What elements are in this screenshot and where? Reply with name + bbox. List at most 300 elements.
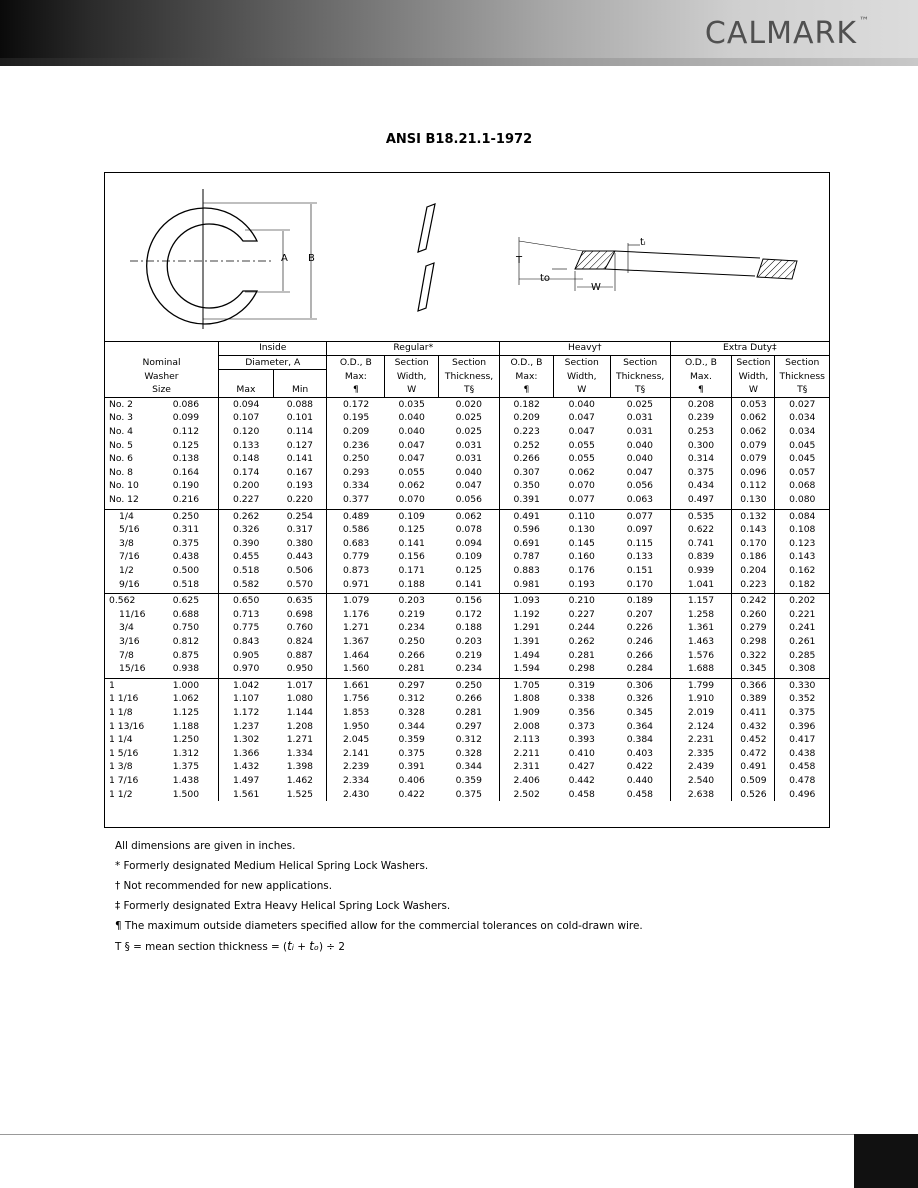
value-cell: 0.535 <box>670 509 732 523</box>
value-cell: 0.025 <box>439 425 500 439</box>
value-cell: 1.188 <box>169 720 219 734</box>
value-cell: 2.239 <box>342 761 370 773</box>
nominal-size-cell: 7/8 <box>119 649 134 661</box>
value-cell: 1.688 <box>670 662 732 678</box>
table-row <box>105 564 829 578</box>
value-cell: 0.156 <box>439 594 500 608</box>
value-cell: 0.254 <box>273 509 327 523</box>
value-cell: 0.411 <box>732 706 775 720</box>
value-cell: 0.326 <box>610 692 670 706</box>
value-cell: 0.227 <box>219 493 274 509</box>
value-cell: 0.035 <box>398 398 425 410</box>
value-cell: 0.971 <box>327 578 385 594</box>
note-units: All dimensions are given in inches. <box>115 840 296 852</box>
value-cell: 0.045 <box>789 439 816 451</box>
value-cell: 0.109 <box>398 510 425 522</box>
value-cell: 2.311 <box>513 761 540 773</box>
value-cell: 0.047 <box>568 412 595 424</box>
value-cell: 0.330 <box>789 679 816 691</box>
value-cell: 0.040 <box>568 398 595 410</box>
label-t: T <box>516 255 523 266</box>
value-cell: 0.189 <box>610 594 670 608</box>
table-row <box>105 452 829 466</box>
spec-table <box>105 341 829 801</box>
nominal-size-cell: 1 13/16 <box>109 720 145 732</box>
value-cell: 2.231 <box>670 733 732 747</box>
value-cell: 0.345 <box>732 662 775 678</box>
value-cell: 0.375 <box>670 466 732 480</box>
value-cell: 0.311 <box>169 523 219 537</box>
value-cell: 2.211 <box>513 747 540 759</box>
table-header <box>105 341 829 397</box>
value-cell: 0.250 <box>439 678 500 692</box>
value-cell: 0.650 <box>232 595 260 607</box>
label-ti: tᵢ <box>640 237 646 248</box>
value-cell: 0.491 <box>732 760 775 774</box>
table-row <box>105 635 829 649</box>
nominal-size-cell: 9/16 <box>105 578 169 594</box>
value-cell: 0.422 <box>398 788 425 800</box>
value-cell: 0.939 <box>670 564 732 578</box>
value-cell: 0.040 <box>610 439 670 453</box>
value-cell: 0.262 <box>232 510 260 522</box>
value-cell: 0.839 <box>670 550 732 564</box>
washer-front-view <box>130 189 317 329</box>
value-cell: 0.176 <box>568 565 595 576</box>
value-cell: 0.297 <box>398 679 425 691</box>
nominal-size-cell: 1 7/16 <box>109 774 139 786</box>
table-row <box>105 747 829 761</box>
value-cell: 1.464 <box>342 649 370 661</box>
nominal-size-cell: 1 1/16 <box>109 693 139 705</box>
value-cell: 0.242 <box>732 594 775 608</box>
value-cell: 0.031 <box>439 439 500 453</box>
value-cell: 1.497 <box>232 774 260 786</box>
value-cell: 0.787 <box>513 551 540 563</box>
hvy-st-3: T§ <box>610 383 670 397</box>
nominal-size-cell: 3/4 <box>119 622 134 634</box>
value-cell: 1.367 <box>342 635 370 647</box>
value-cell: 0.234 <box>439 662 500 678</box>
value-cell: 0.285 <box>789 649 816 661</box>
value-cell: 0.031 <box>610 411 670 425</box>
value-cell: 0.047 <box>398 439 425 451</box>
value-cell: 2.019 <box>670 706 732 720</box>
value-cell: 0.040 <box>439 466 500 480</box>
label-to: to <box>540 273 551 284</box>
table-row <box>105 760 829 774</box>
value-cell: 0.068 <box>789 480 816 492</box>
value-cell: 1.462 <box>273 774 327 788</box>
nominal-size-cell: 1/4 <box>119 510 134 522</box>
value-cell: 0.373 <box>568 720 595 732</box>
value-cell: 0.096 <box>732 466 775 480</box>
value-cell: 0.403 <box>610 747 670 761</box>
value-cell: 0.227 <box>568 608 595 620</box>
value-cell: 1.799 <box>670 678 732 692</box>
value-cell: 0.053 <box>732 397 775 411</box>
table-row <box>105 425 829 439</box>
value-cell: 0.518 <box>169 578 219 594</box>
label-w: W <box>591 282 601 293</box>
value-cell: 1.500 <box>169 788 219 802</box>
value-cell: 0.160 <box>568 551 595 563</box>
table-row <box>105 550 829 564</box>
value-cell: 0.434 <box>670 479 732 493</box>
value-cell: 0.151 <box>610 564 670 578</box>
value-cell: 0.055 <box>568 439 595 451</box>
value-cell: 0.377 <box>327 493 385 509</box>
value-cell: 0.262 <box>568 635 595 647</box>
washer-side-view <box>418 204 435 311</box>
value-cell: 0.384 <box>610 733 670 747</box>
table-row <box>105 608 829 622</box>
label-b: B <box>308 253 315 264</box>
value-cell: 0.040 <box>610 452 670 466</box>
value-cell: 0.497 <box>670 493 732 509</box>
value-cell: 0.171 <box>398 565 425 576</box>
value-cell: 0.143 <box>732 523 775 537</box>
value-cell: 0.182 <box>513 398 540 410</box>
value-cell: 1.494 <box>513 649 540 661</box>
table-row <box>105 594 829 608</box>
xd-sw-1: Section <box>732 355 775 370</box>
table-row <box>105 493 829 509</box>
value-cell: 0.204 <box>732 564 775 578</box>
value-cell: 0.950 <box>273 662 327 678</box>
value-cell: 0.045 <box>789 453 816 465</box>
hvy-sw-1: Section <box>553 355 610 370</box>
value-cell: 0.350 <box>513 480 540 492</box>
note-heavy: † Not recommended for new applications. <box>115 880 333 892</box>
value-cell: 0.063 <box>610 493 670 509</box>
value-cell: 1.561 <box>232 788 260 800</box>
value-cell: 1.041 <box>670 578 732 594</box>
hvy-od-2: Max: <box>500 370 554 384</box>
value-cell: 0.182 <box>775 578 829 594</box>
value-cell: 0.156 <box>398 551 425 563</box>
calmark-logo <box>705 16 870 51</box>
max-header: Max <box>219 383 274 397</box>
value-cell: 0.115 <box>610 537 670 551</box>
value-cell: 0.125 <box>439 564 500 578</box>
value-cell: 0.491 <box>513 510 540 522</box>
value-cell: 0.698 <box>273 608 327 622</box>
value-cell: 0.308 <box>775 662 829 678</box>
reg-od-2: Max: <box>327 370 385 384</box>
value-cell: 0.130 <box>568 524 595 536</box>
nominal-size-cell: No. 12 <box>105 493 169 509</box>
nominal-size-cell: 1 3/8 <box>109 761 133 773</box>
value-cell: 1.125 <box>169 706 219 720</box>
value-cell: 2.638 <box>670 788 732 802</box>
value-cell: 0.125 <box>169 439 219 453</box>
value-cell: 0.034 <box>789 412 816 424</box>
value-cell: 0.905 <box>232 649 260 661</box>
nominal-line2: Washer <box>105 370 219 384</box>
value-cell: 0.293 <box>342 466 370 478</box>
value-cell: 1.525 <box>273 788 327 802</box>
value-cell: 1.334 <box>273 747 327 761</box>
value-cell: 0.312 <box>398 693 425 705</box>
nominal-size-cell: 0.562 <box>109 595 136 607</box>
value-cell: 1.438 <box>169 774 219 788</box>
value-cell: 1.910 <box>670 692 732 706</box>
table-row <box>105 523 829 537</box>
nominal-size-cell: No. 5 <box>109 439 134 451</box>
value-cell: 0.101 <box>273 411 327 425</box>
note-formula <box>115 936 643 957</box>
reg-st-3: T§ <box>439 383 500 397</box>
value-cell: 0.391 <box>398 761 425 773</box>
value-cell: 0.688 <box>169 608 219 622</box>
value-cell: 0.132 <box>732 509 775 523</box>
value-cell: 0.027 <box>789 398 816 410</box>
value-cell: 0.094 <box>232 398 260 410</box>
value-cell: 0.120 <box>232 426 260 438</box>
value-cell: 0.209 <box>342 426 370 438</box>
value-cell: 0.170 <box>732 537 775 551</box>
value-cell: 0.442 <box>568 774 595 786</box>
nominal-size-cell: No. 10 <box>109 480 139 492</box>
value-cell: 0.364 <box>610 720 670 734</box>
value-cell: 0.145 <box>568 537 595 549</box>
value-cell: 0.390 <box>232 537 260 549</box>
value-cell: 0.246 <box>610 635 670 649</box>
value-cell: 0.281 <box>385 662 439 678</box>
nominal-size-cell: 11/16 <box>119 608 146 620</box>
nominal-line3: Size <box>105 383 219 397</box>
nominal-size-cell: 1 1/2 <box>109 788 133 800</box>
value-cell: 0.443 <box>273 550 327 564</box>
formula-plus: + <box>293 941 310 953</box>
table-row <box>105 439 829 453</box>
value-cell: 0.025 <box>439 411 500 425</box>
nominal-size-cell: 15/16 <box>105 662 169 678</box>
value-cell: 1.950 <box>342 720 370 732</box>
min-header: Min <box>273 383 327 397</box>
value-cell: 2.141 <box>342 747 370 759</box>
value-cell: 2.502 <box>513 788 540 800</box>
value-cell: 0.186 <box>732 550 775 564</box>
value-cell: 1.366 <box>232 747 260 759</box>
value-cell: 0.359 <box>439 774 500 788</box>
value-cell: 2.406 <box>513 774 540 786</box>
xd-sw-3: W <box>732 383 775 397</box>
table-row <box>105 774 829 788</box>
nominal-size-cell: No. 2 <box>109 398 134 410</box>
value-cell: 0.114 <box>273 425 327 439</box>
value-cell: 0.328 <box>439 747 500 761</box>
value-cell: 2.045 <box>342 734 370 746</box>
table-row <box>105 720 829 734</box>
value-cell: 0.025 <box>610 397 670 411</box>
washer-section-view <box>515 237 797 293</box>
value-cell: 1.107 <box>232 693 260 705</box>
table-row <box>105 733 829 747</box>
value-cell: 0.284 <box>610 662 670 678</box>
value-cell: 0.458 <box>789 761 816 773</box>
diameter-header: Diameter, A <box>219 355 327 370</box>
value-cell: 0.080 <box>775 493 829 509</box>
value-cell: 0.031 <box>439 452 500 466</box>
value-cell: 2.124 <box>670 720 732 734</box>
value-cell: 0.062 <box>439 509 500 523</box>
value-cell: 0.344 <box>398 720 425 732</box>
xd-st-3: T§ <box>775 383 829 397</box>
nominal-line1: Nominal <box>105 355 219 370</box>
value-cell: 0.281 <box>568 649 595 661</box>
value-cell: 1.017 <box>273 678 327 692</box>
value-cell: 0.130 <box>732 493 775 509</box>
value-cell: 2.334 <box>342 774 370 786</box>
value-cell: 0.713 <box>232 608 260 620</box>
note-outside-diameter: ¶ The maximum outside diameters specified allow for the commercial tolerances on cold-drawn wire. <box>115 920 643 932</box>
value-cell: 0.489 <box>342 510 370 522</box>
formula-to: tₒ <box>309 939 319 953</box>
value-cell: 2.430 <box>342 788 370 800</box>
nominal-size-cell: No. 6 <box>109 453 134 465</box>
inside-header: Inside <box>219 341 327 355</box>
value-cell: 0.077 <box>553 493 610 509</box>
value-cell: 0.359 <box>398 734 425 746</box>
value-cell: 0.779 <box>342 551 370 563</box>
value-cell: 0.062 <box>732 411 775 425</box>
value-cell: 1.271 <box>273 733 327 747</box>
value-cell: 0.625 <box>169 594 219 608</box>
nominal-size-cell: 1/2 <box>119 565 134 576</box>
value-cell: 0.300 <box>670 439 732 453</box>
nominal-size-cell: No. 8 <box>109 466 134 478</box>
value-cell: 0.458 <box>568 788 595 800</box>
value-cell: 0.389 <box>732 692 775 706</box>
value-cell: 0.352 <box>789 693 816 705</box>
value-cell: 0.047 <box>398 453 425 465</box>
value-cell: 0.172 <box>342 398 370 410</box>
value-cell: 0.252 <box>513 439 540 451</box>
value-cell: 2.008 <box>513 720 540 732</box>
table-row <box>105 578 829 594</box>
table-row <box>105 621 829 635</box>
value-cell: 0.143 <box>789 551 816 563</box>
value-cell: 0.097 <box>610 523 670 537</box>
value-cell: 0.266 <box>513 453 540 465</box>
value-cell: 0.873 <box>342 565 370 576</box>
value-cell: 0.167 <box>273 466 327 480</box>
value-cell: 0.518 <box>232 565 260 576</box>
value-cell: 1.000 <box>169 678 219 692</box>
hvy-od-1: O.D., B <box>500 355 554 370</box>
value-cell: 0.391 <box>500 493 554 509</box>
value-cell: 1.080 <box>273 692 327 706</box>
value-cell: 0.298 <box>732 635 775 649</box>
value-cell: 0.088 <box>273 397 327 411</box>
value-cell: 0.020 <box>439 397 500 411</box>
value-cell: 2.335 <box>670 747 732 761</box>
value-cell: 0.047 <box>568 426 595 438</box>
heavy-header: Heavy† <box>500 341 671 355</box>
value-cell: 1.079 <box>342 595 370 607</box>
value-cell: 0.141 <box>398 537 425 549</box>
value-cell: 0.250 <box>169 509 219 523</box>
value-cell: 0.056 <box>610 479 670 493</box>
value-cell: 0.970 <box>219 662 274 678</box>
value-cell: 1.463 <box>670 635 732 649</box>
value-cell: 0.188 <box>439 621 500 635</box>
reg-od-1: O.D., B <box>327 355 385 370</box>
value-cell: 0.266 <box>610 649 670 663</box>
value-cell: 0.328 <box>398 706 425 718</box>
value-cell: 1.909 <box>513 706 540 718</box>
value-cell: 0.691 <box>513 537 540 549</box>
nominal-size-cell: No. 4 <box>109 426 134 438</box>
value-cell: 0.070 <box>385 493 439 509</box>
value-cell: 1.271 <box>342 622 370 634</box>
value-cell: 0.055 <box>568 453 595 465</box>
reg-st-1: Section <box>439 355 500 370</box>
value-cell: 0.207 <box>610 608 670 622</box>
value-cell: 1.208 <box>273 720 327 734</box>
value-cell: 0.203 <box>398 595 425 607</box>
value-cell: 0.170 <box>610 578 670 594</box>
value-cell: 0.062 <box>732 425 775 439</box>
value-cell: 0.260 <box>732 608 775 622</box>
value-cell: 0.266 <box>398 649 425 661</box>
value-cell: 0.195 <box>342 412 370 424</box>
value-cell: 0.070 <box>568 480 595 492</box>
value-cell: 0.478 <box>789 774 816 786</box>
value-cell: 0.307 <box>513 466 540 478</box>
value-cell: 0.334 <box>342 480 370 492</box>
value-cell: 0.843 <box>232 635 260 647</box>
nominal-size-cell: 3/16 <box>119 635 140 647</box>
value-cell: 0.079 <box>732 439 775 453</box>
value-cell: 0.345 <box>610 706 670 720</box>
table-row <box>105 706 829 720</box>
value-cell: 0.344 <box>439 760 500 774</box>
value-cell: 0.219 <box>439 649 500 663</box>
value-cell: 0.162 <box>789 565 816 576</box>
value-cell: 0.981 <box>500 578 554 594</box>
value-cell: 0.078 <box>439 523 500 537</box>
value-cell: 0.031 <box>610 425 670 439</box>
value-cell: 0.094 <box>439 537 500 551</box>
value-cell: 0.047 <box>439 479 500 493</box>
value-cell: 0.317 <box>273 523 327 537</box>
value-cell: 0.223 <box>513 426 540 438</box>
value-cell: 0.077 <box>610 509 670 523</box>
value-cell: 0.221 <box>789 608 816 620</box>
value-cell: 0.509 <box>732 774 775 788</box>
value-cell: 0.396 <box>789 720 816 732</box>
value-cell: 1.808 <box>513 693 540 705</box>
value-cell: 0.253 <box>670 425 732 439</box>
table-row <box>105 788 829 802</box>
value-cell: 0.266 <box>439 692 500 706</box>
value-cell: 0.079 <box>732 452 775 466</box>
value-cell: 1.375 <box>169 760 219 774</box>
value-cell: 0.417 <box>789 734 816 746</box>
value-cell: 0.133 <box>610 550 670 564</box>
value-cell: 0.193 <box>273 479 327 493</box>
value-cell: 2.540 <box>670 774 732 788</box>
xd-od-2: Max. <box>670 370 732 384</box>
value-cell: 0.108 <box>789 524 816 536</box>
value-cell: 2.439 <box>670 760 732 774</box>
value-cell: 0.174 <box>232 466 260 478</box>
value-cell: 1.705 <box>513 679 540 691</box>
table-row <box>105 479 829 493</box>
